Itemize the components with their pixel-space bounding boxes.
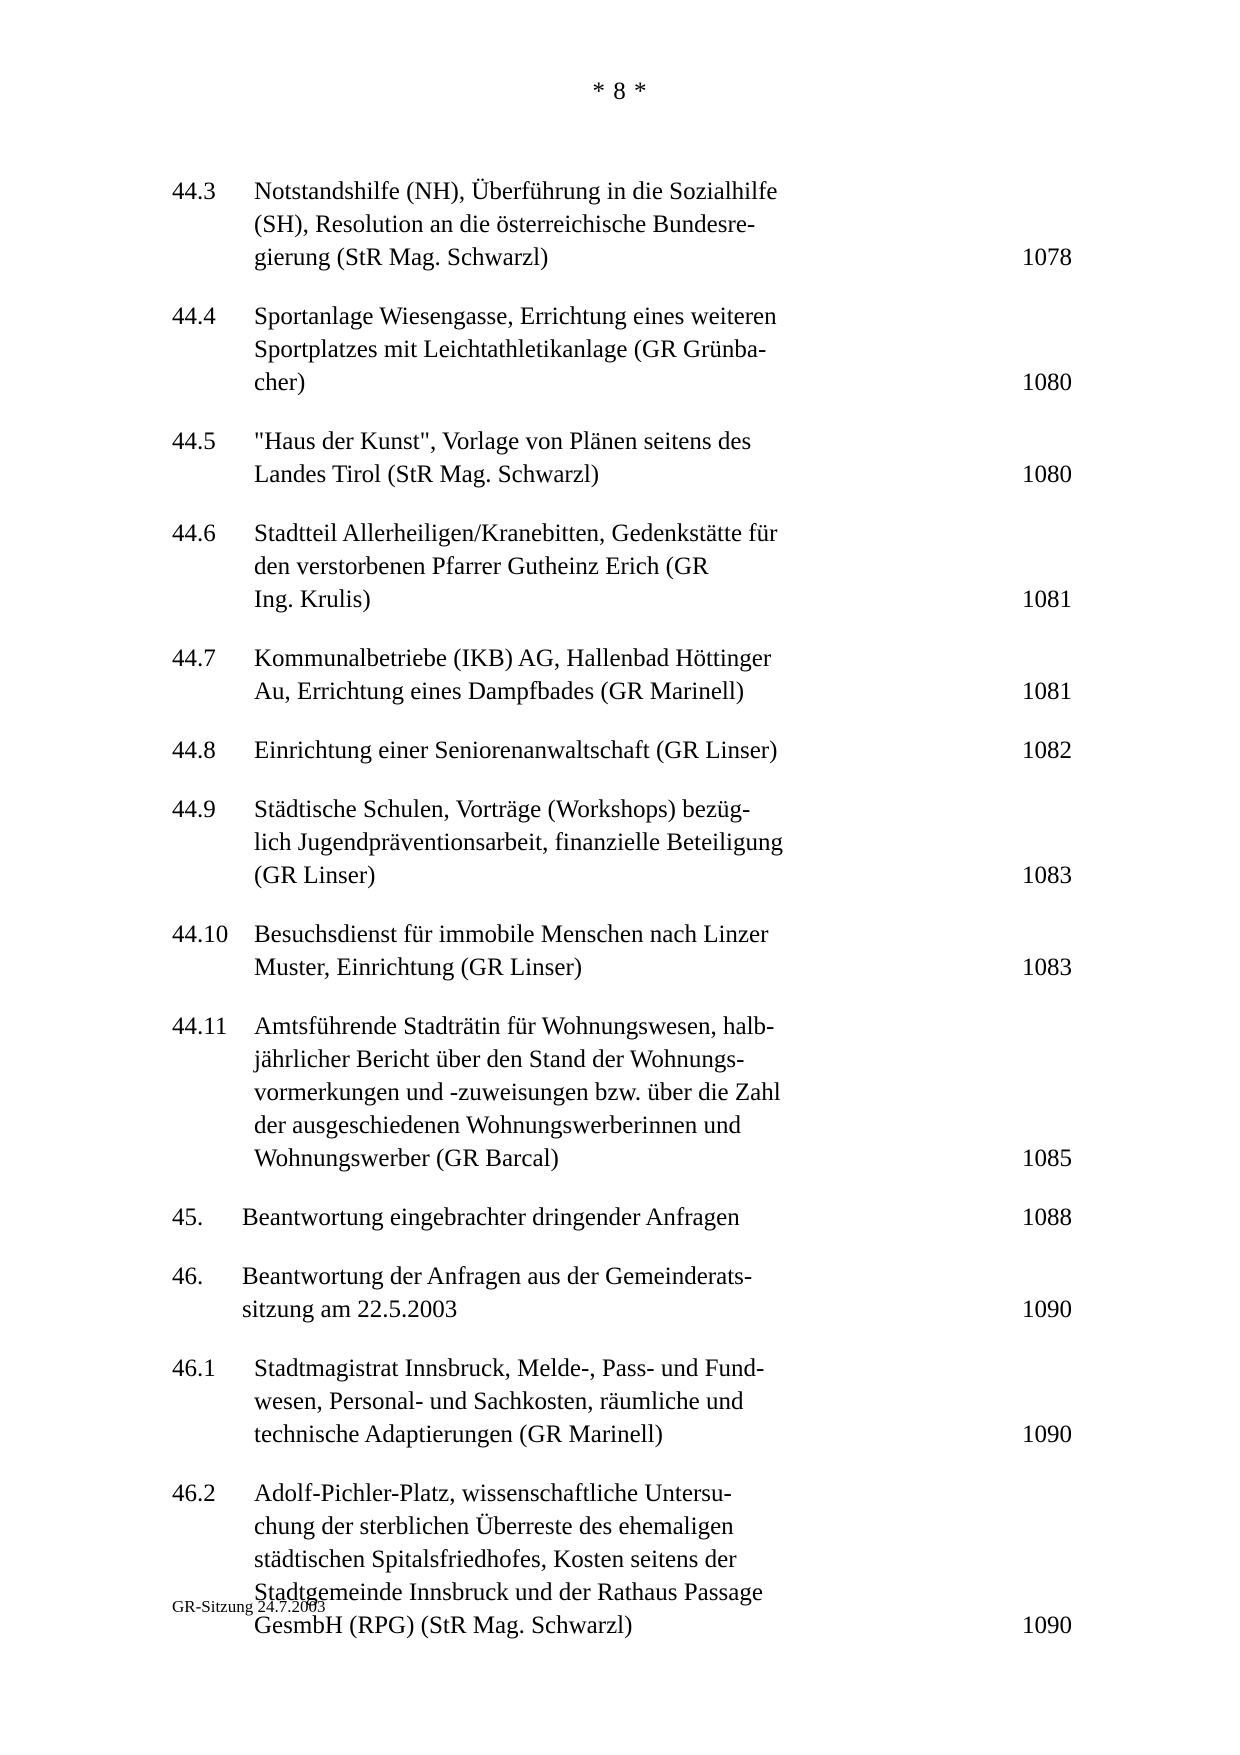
toc-entry[interactable] [172, 918, 1072, 984]
toc-entry[interactable] [172, 1477, 1072, 1642]
toc-entry-title-line: der ausgeschiedenen Wohnungswerberinnen und [254, 1112, 741, 1139]
footer-session-note: GR-Sitzung 24.7.2003 [172, 1597, 326, 1616]
toc-entry-title [254, 734, 952, 767]
toc-entry-title-line: Beantwortung eingebrachter dringender Anfragen [242, 1204, 740, 1231]
toc-entry[interactable] [172, 1352, 1072, 1451]
toc-entry-page-number: 1078 [1022, 244, 1072, 271]
toc-entry-title-line: Notstandshilfe (NH), Überführung in die Sozialhilfe [254, 178, 778, 205]
toc-entry[interactable] [172, 1010, 1072, 1175]
toc-entry-page-number: 1088 [1022, 1204, 1072, 1231]
toc-entry-page-number: 1090 [1022, 1612, 1072, 1639]
toc-entry-number: 44.8 [172, 737, 216, 764]
toc-entry-number: 44.6 [172, 520, 216, 547]
toc-entry-number: 44.4 [172, 303, 216, 330]
toc-entry-number: 44.7 [172, 645, 216, 672]
toc-entry[interactable] [172, 517, 1072, 616]
toc-entry-title-line: Stadtgemeinde Innsbruck und der Rathaus Passage [254, 1579, 763, 1606]
toc-entry-title-line: gierung (StR Mag. Schwarzl) [254, 244, 549, 271]
toc-entry-page-number: 1080 [1022, 369, 1072, 396]
toc-entry-title-line: städtischen Spitalsfriedhofes, Kosten seitens der [254, 1546, 737, 1573]
toc-entry-title [254, 1010, 952, 1175]
toc-entry[interactable] [172, 642, 1072, 708]
toc-entry-title-line: lich Jugendpräventionsarbeit, finanzielle Beteiligung [254, 829, 784, 856]
toc-entry-title-line: (SH), Resolution an die österreichische Bundesre- [254, 211, 756, 238]
toc-entry-title-line: cher) [254, 369, 306, 396]
page-number-marker: * 8 * [592, 78, 648, 105]
toc-entry-title-line: wesen, Personal- und Sachkosten, räumliche und [254, 1388, 744, 1415]
toc-entry-title [242, 1201, 952, 1234]
toc-entry-title [242, 1260, 952, 1326]
toc-entry-page-number: 1082 [1022, 737, 1072, 764]
toc-entry[interactable] [172, 175, 1072, 274]
toc-entry-title [254, 517, 952, 616]
toc-entry-title [254, 793, 952, 892]
toc-entry-number: 44.3 [172, 178, 216, 205]
toc-entry-page-number: 1090 [1022, 1421, 1072, 1448]
toc-entry-title-line: Beantwortung der Anfragen aus der Gemeinderats- [242, 1263, 753, 1290]
toc-entry-page-number: 1081 [1022, 586, 1072, 613]
toc-entry-title-line: Au, Errichtung eines Dampfbades (GR Marinell) [254, 678, 745, 705]
toc-entry-title-line: vormerkungen und -zuweisungen bzw. über die Zahl [254, 1079, 781, 1106]
toc-entry-page-number: 1090 [1022, 1296, 1072, 1323]
table-of-contents [172, 175, 1072, 1668]
toc-entry-title-line: "Haus der Kunst", Vorlage von Plänen seitens des [254, 428, 752, 455]
toc-entry-title-line: Städtische Schulen, Vorträge (Workshops) bezüg- [254, 796, 751, 823]
toc-entry-title-line: chung der sterblichen Überreste des ehemaligen [254, 1513, 734, 1540]
toc-entry-title-line: Sportplatzes mit Leichtathletikanlage (GR Grünba- [254, 336, 767, 363]
toc-entry-title-line: GesmbH (RPG) (StR Mag. Schwarzl) [254, 1612, 633, 1639]
toc-entry-number: 46.2 [172, 1480, 216, 1507]
toc-entry-title-line: Besuchsdienst für immobile Menschen nach Linzer [254, 921, 769, 948]
toc-entry-title-line: Sportanlage Wiesengasse, Errichtung eines weiteren [254, 303, 777, 330]
toc-entry[interactable] [172, 425, 1072, 491]
toc-entry-title-line: den verstorbenen Pfarrer Gutheinz Erich (GR [254, 553, 709, 580]
toc-entry-title-line: technische Adaptierungen (GR Marinell) [254, 1421, 663, 1448]
toc-entry-title-line: Ing. Krulis) [254, 586, 371, 613]
toc-entry-number: 44.5 [172, 428, 216, 455]
toc-entry-title [254, 300, 952, 399]
toc-entry-title [254, 918, 952, 984]
toc-entry[interactable] [172, 734, 1072, 767]
toc-entry-title-line: Landes Tirol (StR Mag. Schwarzl) [254, 461, 600, 488]
toc-entry-page-number: 1085 [1022, 1145, 1072, 1172]
toc-entry-number: 44.9 [172, 796, 216, 823]
toc-entry-title-line: Wohnungswerber (GR Barcal) [254, 1145, 559, 1172]
toc-entry-page-number: 1080 [1022, 461, 1072, 488]
toc-entry-page-number: 1083 [1022, 954, 1072, 981]
toc-entry-title [254, 642, 952, 708]
toc-entry[interactable] [172, 793, 1072, 892]
toc-entry-page-number: 1083 [1022, 862, 1072, 889]
toc-entry-title [254, 1477, 952, 1642]
toc-entry-number: 46.1 [172, 1355, 216, 1382]
toc-entry[interactable] [172, 1201, 1072, 1234]
toc-entry-title-line: (GR Linser) [254, 862, 376, 889]
toc-entry-number: 44.10 [172, 921, 229, 948]
toc-entry-title-line: Amtsführende Stadträtin für Wohnungswesen, halb- [254, 1013, 775, 1040]
toc-entry-number: 46. [172, 1263, 204, 1290]
toc-entry-title-line: Stadtteil Allerheiligen/Kranebitten, Gedenkstätte für [254, 520, 778, 547]
toc-entry-title [254, 175, 952, 274]
toc-entry-title-line: Stadtmagistrat Innsbruck, Melde-, Pass- und Fund- [254, 1355, 765, 1382]
toc-entry-title-line: Kommunalbetriebe (IKB) AG, Hallenbad Höttinger [254, 645, 772, 672]
toc-entry-title [254, 425, 952, 491]
toc-entry[interactable] [172, 1260, 1072, 1326]
toc-entry-title-line: Einrichtung einer Seniorenanwaltschaft (GR Linser) [254, 737, 778, 764]
toc-entry-title-line: jährlicher Bericht über den Stand der Wohnungs- [254, 1046, 745, 1073]
toc-entry-title [254, 1352, 952, 1451]
toc-entry-title-line: Adolf-Pichler-Platz, wissenschaftliche Untersu- [254, 1480, 732, 1507]
toc-entry-title-line: sitzung am 22.5.2003 [242, 1296, 458, 1323]
toc-entry[interactable] [172, 300, 1072, 399]
toc-entry-page-number: 1081 [1022, 678, 1072, 705]
toc-entry-number: 45. [172, 1204, 204, 1231]
toc-entry-title-line: Muster, Einrichtung (GR Linser) [254, 954, 583, 981]
toc-entry-number: 44.11 [172, 1013, 228, 1040]
